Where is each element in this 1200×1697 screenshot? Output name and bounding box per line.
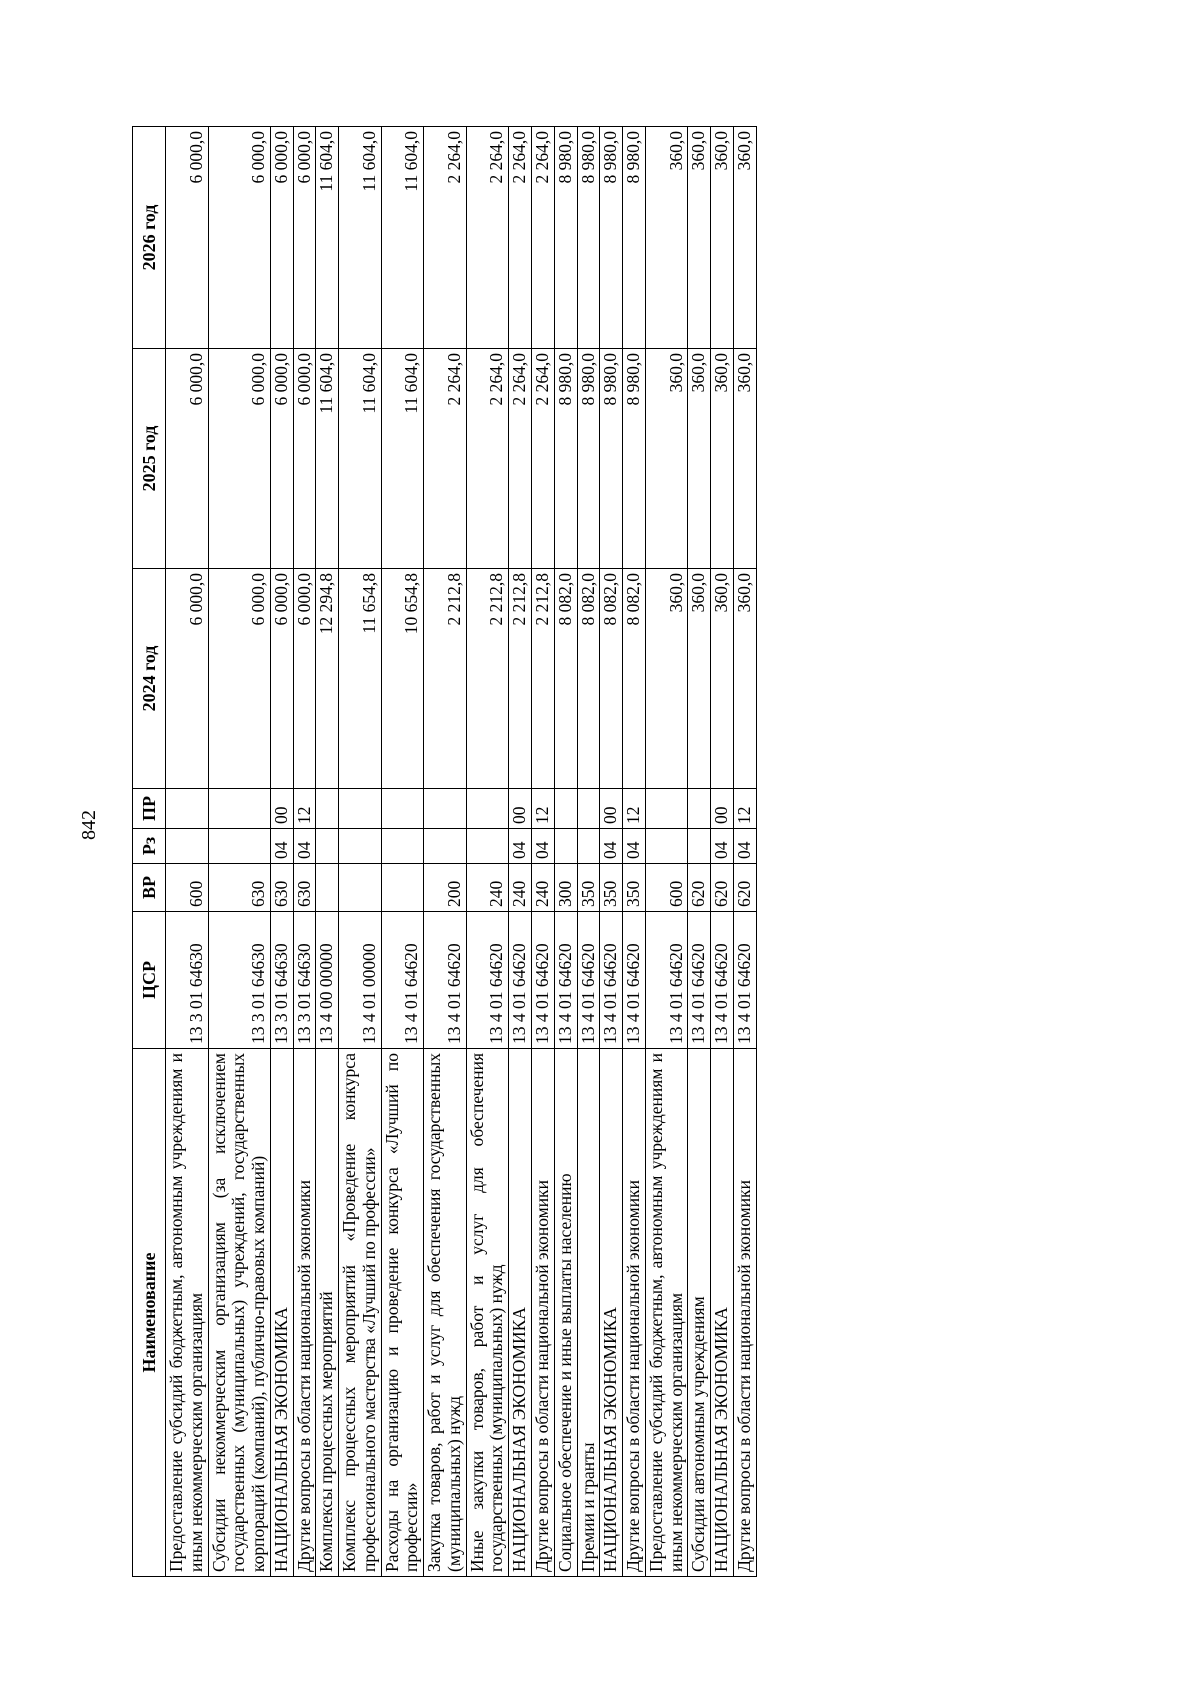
- header-2026: 2026 год: [133, 127, 166, 349]
- cell-pr: 12: [623, 789, 646, 829]
- cell-2026: 360,0: [645, 127, 688, 349]
- cell-2024: 6 000,0: [166, 569, 209, 789]
- cell-name: Другие вопросы в области национальной экономики: [532, 1049, 555, 1577]
- rotated-table-frame: [132, 127, 956, 1577]
- cell-csr: 13 4 01 64620: [733, 912, 756, 1049]
- cell-2026: 2 264,0: [509, 127, 532, 349]
- table-row: [424, 127, 467, 1577]
- cell-2026: 6 000,0: [293, 127, 316, 349]
- cell-2024: 8 082,0: [577, 569, 600, 789]
- cell-name: НАЦИОНАЛЬНАЯ ЭКОНОМИКА: [711, 1049, 734, 1577]
- cell-pr: 12: [733, 789, 756, 829]
- cell-2024: 6 000,0: [208, 569, 270, 789]
- cell-rz: [381, 829, 424, 864]
- header-csr: ЦСР: [133, 912, 166, 1049]
- cell-rz: [554, 829, 577, 864]
- cell-csr: 13 4 01 64620: [466, 912, 509, 1049]
- cell-vr: [316, 864, 339, 912]
- table-row: [381, 127, 424, 1577]
- cell-csr: 13 4 01 64620: [600, 912, 623, 1049]
- cell-2026: 8 980,0: [577, 127, 600, 349]
- cell-2025: 8 980,0: [577, 349, 600, 569]
- cell-csr: 13 4 01 64620: [711, 912, 734, 1049]
- cell-name: Премии и гранты: [577, 1049, 600, 1577]
- cell-2025: 2 264,0: [509, 349, 532, 569]
- cell-2024: 8 082,0: [600, 569, 623, 789]
- cell-2025: 11 604,0: [381, 349, 424, 569]
- cell-2026: 11 604,0: [339, 127, 382, 349]
- cell-rz: [166, 829, 209, 864]
- cell-2024: 8 082,0: [623, 569, 646, 789]
- header-2025: 2025 год: [133, 349, 166, 569]
- cell-2024: 11 654,8: [339, 569, 382, 789]
- cell-pr: 00: [711, 789, 734, 829]
- cell-csr: 13 4 01 64620: [577, 912, 600, 1049]
- cell-2025: 360,0: [645, 349, 688, 569]
- table-row: [600, 127, 623, 1577]
- header-name: Наименование: [133, 1049, 166, 1577]
- cell-2025: 360,0: [733, 349, 756, 569]
- header-rz: Рз: [133, 829, 166, 864]
- cell-rz: [208, 829, 270, 864]
- cell-pr: [316, 789, 339, 829]
- cell-2024: 6 000,0: [270, 569, 293, 789]
- cell-vr: 620: [733, 864, 756, 912]
- cell-2025: 8 980,0: [600, 349, 623, 569]
- cell-csr: 13 4 01 64620: [381, 912, 424, 1049]
- cell-name: Другие вопросы в области национальной экономики: [293, 1049, 316, 1577]
- cell-name: НАЦИОНАЛЬНАЯ ЭКОНОМИКА: [270, 1049, 293, 1577]
- cell-2024: 2 212,8: [509, 569, 532, 789]
- cell-2025: 2 264,0: [466, 349, 509, 569]
- cell-vr: [381, 864, 424, 912]
- cell-2024: 6 000,0: [293, 569, 316, 789]
- cell-pr: 12: [293, 789, 316, 829]
- cell-2026: 6 000,0: [166, 127, 209, 349]
- table-row: [208, 127, 270, 1577]
- table-row: [166, 127, 209, 1577]
- cell-name: Предоставление субсидий бюджетным, автономным учреждениям и иным некоммерческим организациям: [645, 1049, 688, 1577]
- cell-rz: 04: [623, 829, 646, 864]
- cell-csr: 13 4 01 64620: [645, 912, 688, 1049]
- cell-2026: 2 264,0: [466, 127, 509, 349]
- cell-vr: 600: [166, 864, 209, 912]
- table-row: [270, 127, 293, 1577]
- cell-pr: 00: [270, 789, 293, 829]
- cell-2026: 2 264,0: [424, 127, 467, 349]
- cell-2025: 2 264,0: [424, 349, 467, 569]
- cell-rz: [339, 829, 382, 864]
- cell-rz: [688, 829, 711, 864]
- budget-table: [132, 126, 757, 1577]
- cell-2024: 10 654,8: [381, 569, 424, 789]
- cell-vr: 600: [645, 864, 688, 912]
- cell-csr: 13 3 01 64630: [293, 912, 316, 1049]
- cell-vr: 620: [688, 864, 711, 912]
- cell-vr: 350: [600, 864, 623, 912]
- cell-rz: 04: [711, 829, 734, 864]
- cell-pr: [688, 789, 711, 829]
- cell-pr: [166, 789, 209, 829]
- cell-2025: 360,0: [711, 349, 734, 569]
- cell-csr: 13 4 01 64620: [554, 912, 577, 1049]
- cell-2025: 6 000,0: [208, 349, 270, 569]
- cell-2025: 6 000,0: [293, 349, 316, 569]
- cell-csr: 13 4 01 64620: [688, 912, 711, 1049]
- table-header-row: [133, 127, 166, 1577]
- cell-pr: [339, 789, 382, 829]
- cell-2026: 360,0: [733, 127, 756, 349]
- cell-2026: 6 000,0: [270, 127, 293, 349]
- cell-2025: 6 000,0: [270, 349, 293, 569]
- cell-2024: 360,0: [688, 569, 711, 789]
- table-row: [339, 127, 382, 1577]
- cell-2026: 11 604,0: [381, 127, 424, 349]
- cell-csr: 13 4 01 64620: [509, 912, 532, 1049]
- cell-pr: [554, 789, 577, 829]
- cell-vr: 350: [577, 864, 600, 912]
- cell-2026: 8 980,0: [623, 127, 646, 349]
- cell-csr: 13 4 01 00000: [339, 912, 382, 1049]
- cell-2026: 8 980,0: [554, 127, 577, 349]
- cell-2024: 2 212,8: [532, 569, 555, 789]
- cell-name: Иные закупки товаров, работ и услуг для обеспечения государственных (муниципальных) нужд: [466, 1049, 509, 1577]
- cell-2025: 11 604,0: [339, 349, 382, 569]
- cell-name: НАЦИОНАЛЬНАЯ ЭКОНОМИКА: [600, 1049, 623, 1577]
- header-pr: ПР: [133, 789, 166, 829]
- cell-2025: 2 264,0: [532, 349, 555, 569]
- header-vr: ВР: [133, 864, 166, 912]
- cell-rz: [577, 829, 600, 864]
- cell-vr: 200: [424, 864, 467, 912]
- table-row: [532, 127, 555, 1577]
- cell-rz: 04: [293, 829, 316, 864]
- cell-csr: 13 3 01 64630: [270, 912, 293, 1049]
- cell-vr: 630: [293, 864, 316, 912]
- cell-2026: 360,0: [688, 127, 711, 349]
- cell-csr: 13 4 01 64620: [623, 912, 646, 1049]
- cell-vr: 630: [208, 864, 270, 912]
- cell-name: Другие вопросы в области национальной экономики: [733, 1049, 756, 1577]
- cell-2026: 8 980,0: [600, 127, 623, 349]
- cell-2025: 11 604,0: [316, 349, 339, 569]
- page-number: 842: [78, 810, 100, 840]
- table-row: [645, 127, 688, 1577]
- cell-name: Комплексы процессных мероприятий: [316, 1049, 339, 1577]
- cell-vr: [339, 864, 382, 912]
- cell-name: Другие вопросы в области национальной экономики: [623, 1049, 646, 1577]
- table-body: [166, 127, 757, 1577]
- cell-csr: 13 4 01 64620: [532, 912, 555, 1049]
- cell-name: Социальное обеспечение и иные выплаты населению: [554, 1049, 577, 1577]
- table-row: [316, 127, 339, 1577]
- cell-2026: 11 604,0: [316, 127, 339, 349]
- cell-csr: 13 3 01 64630: [208, 912, 270, 1049]
- table-row: [733, 127, 756, 1577]
- cell-2024: 360,0: [711, 569, 734, 789]
- cell-2025: 8 980,0: [554, 349, 577, 569]
- cell-vr: 300: [554, 864, 577, 912]
- cell-rz: [424, 829, 467, 864]
- table-row: [577, 127, 600, 1577]
- cell-name: Субсидии некоммерческим организациям (за исключением государственных (муниципальных) учреждений, государственных корпораций (компаний), публично-правовых компаний): [208, 1049, 270, 1577]
- cell-pr: [208, 789, 270, 829]
- cell-vr: 240: [509, 864, 532, 912]
- cell-pr: [645, 789, 688, 829]
- cell-2024: 8 082,0: [554, 569, 577, 789]
- table-row: [466, 127, 509, 1577]
- cell-pr: 00: [600, 789, 623, 829]
- cell-rz: [316, 829, 339, 864]
- table-row: [623, 127, 646, 1577]
- cell-2025: 6 000,0: [166, 349, 209, 569]
- cell-rz: 04: [509, 829, 532, 864]
- cell-rz: 04: [270, 829, 293, 864]
- table-row: [509, 127, 532, 1577]
- cell-2026: 2 264,0: [532, 127, 555, 349]
- cell-name: Закупка товаров, работ и услуг для обеспечения государственных (муниципальных) нужд: [424, 1049, 467, 1577]
- cell-2026: 6 000,0: [208, 127, 270, 349]
- cell-pr: [577, 789, 600, 829]
- cell-vr: 240: [532, 864, 555, 912]
- cell-name: Комплекс процессных мероприятий «Проведение конкурса профессионального мастерства «Лучший по профессии»: [339, 1049, 382, 1577]
- cell-2024: 12 294,8: [316, 569, 339, 789]
- cell-pr: 00: [509, 789, 532, 829]
- table-row: [711, 127, 734, 1577]
- cell-2025: 8 980,0: [623, 349, 646, 569]
- table-row: [688, 127, 711, 1577]
- cell-name: Расходы на организацию и проведение конкурса «Лучший по профессии»: [381, 1049, 424, 1577]
- cell-csr: 13 4 00 00000: [316, 912, 339, 1049]
- cell-2024: 360,0: [645, 569, 688, 789]
- header-2024: 2024 год: [133, 569, 166, 789]
- table-row: [554, 127, 577, 1577]
- cell-vr: 620: [711, 864, 734, 912]
- cell-pr: [424, 789, 467, 829]
- cell-vr: 630: [270, 864, 293, 912]
- cell-pr: 12: [532, 789, 555, 829]
- cell-2026: 360,0: [711, 127, 734, 349]
- cell-rz: [645, 829, 688, 864]
- cell-vr: 350: [623, 864, 646, 912]
- cell-vr: 240: [466, 864, 509, 912]
- cell-rz: [466, 829, 509, 864]
- cell-2024: 2 212,8: [424, 569, 467, 789]
- table-row: [293, 127, 316, 1577]
- cell-2024: 360,0: [733, 569, 756, 789]
- cell-pr: [466, 789, 509, 829]
- cell-pr: [381, 789, 424, 829]
- cell-2025: 360,0: [688, 349, 711, 569]
- cell-csr: 13 3 01 64630: [166, 912, 209, 1049]
- cell-rz: 04: [532, 829, 555, 864]
- cell-rz: 04: [733, 829, 756, 864]
- cell-name: Субсидии автономным учреждениям: [688, 1049, 711, 1577]
- cell-rz: 04: [600, 829, 623, 864]
- cell-2024: 2 212,8: [466, 569, 509, 789]
- cell-name: НАЦИОНАЛЬНАЯ ЭКОНОМИКА: [509, 1049, 532, 1577]
- cell-name: Предоставление субсидий бюджетным, автономным учреждениям и иным некоммерческим организациям: [166, 1049, 209, 1577]
- cell-csr: 13 4 01 64620: [424, 912, 467, 1049]
